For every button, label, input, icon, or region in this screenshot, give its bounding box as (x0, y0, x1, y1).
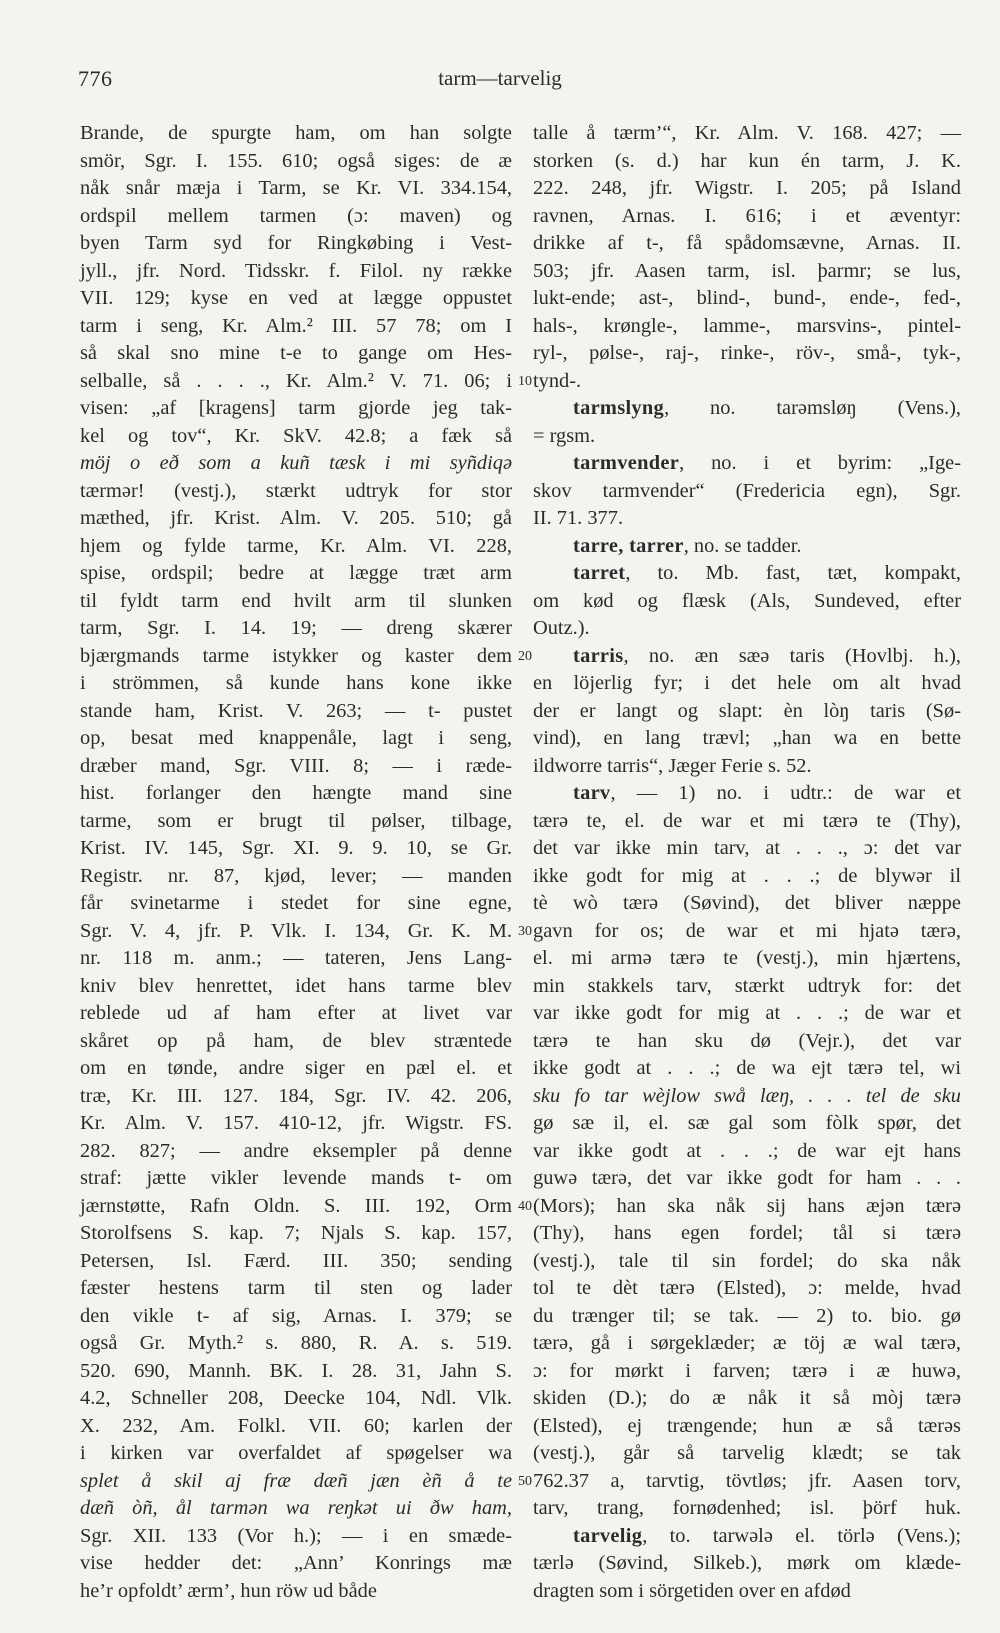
text-line: he’r opfoldt’ ærm’, hun röw ud både (80, 1579, 377, 1602)
text-line: X. 232, Am. Folkl. VII. 60; karlen der (80, 1414, 512, 1437)
text-line: vise hedder det: „Ann’ Konrings mæ (80, 1552, 512, 1574)
text-line: træ, Kr. III. 127. 184, Sgr. IV. 42. 206, (80, 1084, 512, 1107)
text-line: 282. 827; — andre eksempler på denne (80, 1139, 512, 1162)
text-line: kniv blev henrettet, idet hans tarme blev (80, 974, 512, 997)
text-line: kel og tov“, Kr. SkV. 42.8; a fæk så (80, 424, 512, 447)
text-line: talle å tærm’“, Kr. Alm. V. 168. 427; — (533, 122, 961, 144)
text-line: visen: „af [kragens] tarm gjorde jeg tak- (80, 397, 512, 419)
text-line: tè wò tærə (Søvind), det bliver næppe (533, 892, 961, 914)
text-line: tærlə (Søvind, Silkeb.), mørk om klæde- (533, 1552, 961, 1574)
text-line: (Mors); han ska nåk sij hans æjən tærə (533, 1194, 961, 1217)
text-line: om kød og flæsk (Als, Sundeved, efter (533, 589, 961, 612)
text-line: smör, Sgr. I. 155. 610; også siges: de æ (80, 149, 512, 172)
text-line: skiden (D.); do æ nåk it så mòj tærə (533, 1387, 961, 1409)
text-line: II. 71. 377. (533, 507, 624, 529)
text-line: splet å skil aj fræ dæñ jæn èñ å te (80, 1469, 512, 1492)
entry-tarre: tarre, tarrer, no. se tadder. (573, 534, 802, 557)
text-line: tærə te han sku dø (Vejr.), det var (533, 1029, 961, 1052)
text-line: nåk snår mæja i Tarm, se Kr. VI. 334.154, (80, 177, 512, 199)
text-line: tarme, som er brugt til pølser, tilbage, (80, 809, 512, 832)
text-line: var ikke godt at . . .; de war ejt hans (533, 1139, 961, 1162)
text-line: reblede ud af ham efter at livet var (80, 1002, 512, 1024)
text-line: Kr. Alm. V. 157. 410-12, jfr. Wigstr. FS. (80, 1112, 512, 1134)
text-line: ikke godt at . . .; de wa ejt tærə tel, wi (533, 1057, 961, 1079)
text-line: 503; jfr. Aasen tarm, isl. þarmr; se lus, (533, 259, 961, 282)
line-number: 20 (518, 648, 532, 664)
text-line: tynd-. (533, 369, 582, 392)
text-line: gavn for os; de war et mi hjatə tærə, (533, 919, 961, 942)
text-line: om en tønde, andre siger en pæl el. et (80, 1057, 512, 1079)
text-line: tærə, gå i sørgeklæder; æ töj æ wal tærə, (533, 1332, 961, 1354)
text-line: der er langt og slapt: èn lòŋ taris (Sø- (533, 699, 961, 722)
text-line: tærmər! (vestj.), stærkt udtryk for stor (80, 479, 512, 502)
text-line: hals-, krøngle-, lamme-, marsvins-, pintel- (533, 314, 961, 337)
text-line: stande ham, Krist. V. 263; — t- pustet (80, 699, 512, 722)
text-line: (Thy), hans egen fordel; tål si tærə (533, 1222, 961, 1244)
text-line: det var ikke min tarv, at . . ., ɔ: det var (533, 837, 961, 859)
entry-tarvelig: tarvelig, to. tarwələ el. törlə (Vens.); (573, 1524, 961, 1547)
text-line: den vikle t- af sig, Arnas. I. 379; se (80, 1304, 512, 1327)
entry-tarris: tarris, no. æn sæə taris (Hovlbj. h.), (573, 644, 961, 667)
left-column (80, 120, 512, 1605)
text-line: el. mi armə tærə te (vestj.), min hjærtens, (533, 947, 961, 969)
text-line: tarv, trang, fornødenhed; isl. þörf huk. (533, 1497, 961, 1519)
text-line: Brande, de spurgte ham, om han solgte (80, 122, 512, 144)
text-line: 4.2, Schneller 208, Deecke 104, Ndl. Vlk. (80, 1387, 512, 1409)
entry-tarmvender: tarmvender, no. i et byrim: „Ige- (573, 452, 961, 474)
entry-tarv: tarv, — 1) no. i udtr.: de war et (573, 782, 961, 804)
text-line: hjem og fylde tarme, Kr. Alm. VI. 228, (80, 534, 512, 557)
text-line: fæster hestens tarm til sten og lader (80, 1277, 512, 1299)
text-line: op, besat med knappenåle, lagt i seng, (80, 727, 512, 749)
text-line: jærnstøtte, Rafn Oldn. S. III. 192, Orm (80, 1194, 512, 1217)
line-number: 40 (518, 1198, 532, 1214)
text-line: Sgr. XII. 133 (Vor h.); — i en smæde- (80, 1524, 512, 1547)
text-line: byen Tarm syd for Ringkøbing i Vest- (80, 232, 512, 254)
text-line: nr. 118 m. anm.; — tateren, Jens Lang- (80, 947, 512, 969)
text-line: ravnen, Arnas. I. 616; i et æventyr: (533, 204, 961, 227)
line-number: 10 (518, 373, 532, 389)
page-number: 776 (78, 66, 113, 91)
text-line: straf: jætte vikler levende mands t- om (80, 1167, 512, 1189)
text-line: storken (s. d.) har kun én tarm, J. K. (533, 149, 961, 172)
text-line: vind), en lang trævl; „han wa en bette (533, 727, 961, 749)
entry-tarret: tarret, to. Mb. fast, tæt, kompakt, (573, 562, 961, 584)
text-line: lukt-ende; ast-, blind-, bund-, ende-, fed-, (533, 287, 961, 309)
text-line: sku fo tar wèjlow swå læŋ, . . . tel de sku (533, 1084, 961, 1107)
text-line: 520. 690, Mannh. BK. I. 28. 31, Jahn S. (80, 1359, 512, 1382)
text-line: Sgr. V. 4, jfr. P. Vlk. I. 134, Gr. K. M. (80, 919, 512, 942)
text-line: drikke af t-, få spådomsævne, Arnas. II. (533, 232, 961, 254)
text-line: du trænger til; se tak. — 2) to. bio. gø (533, 1304, 961, 1327)
line-number: 50 (518, 1473, 532, 1489)
text-line: dæñ òñ, ål tarmən wa reŋkət ui ðw ham, (80, 1497, 512, 1519)
text-line: ryl-, pølse-, raj-, rinke-, röv-, små-, tyk-, (533, 342, 961, 364)
text-line: jyll., jfr. Nord. Tidsskr. f. Filol. ny række (80, 259, 512, 282)
text-line: Petersen, Isl. Færd. III. 350; sending (80, 1249, 512, 1272)
text-line: VII. 129; kyse en ved at lægge oppustet (80, 287, 512, 309)
text-line: (Elsted), ej trængende; hun æ så tærəs (533, 1414, 961, 1437)
text-line: ikke godt for mig at . . .; de blywər il (533, 864, 961, 887)
text-line: min stakkels tarv, stærkt udtryk for: det (533, 974, 961, 997)
text-line: bjærgmands tarme istykker og kaster dem (80, 644, 512, 667)
right-column (533, 120, 961, 1605)
text-line: var ikke godt for mig at . . .; de war et (533, 1002, 961, 1024)
text-line: tærə te, el. de war et mi tærə te (Thy), (533, 809, 961, 832)
text-line: (vestj.), tale til sin fordel; do ska nåk (533, 1249, 961, 1272)
text-line: også Gr. Myth.² s. 880, R. A. s. 519. (80, 1332, 512, 1354)
line-number: 30 (518, 923, 532, 939)
text-line: gø sæ il, el. sæ gal som fòlk spør, det (533, 1112, 961, 1134)
text-line: guwə tærə, det var ikke godt for ham . . . (533, 1167, 961, 1189)
text-line: Registr. nr. 87, kjød, lever; — manden (80, 864, 512, 887)
text-line: dræber mand, Sgr. VIII. 8; — i ræde- (80, 754, 512, 777)
text-line: får svinetarme i stedet for sine egne, (80, 892, 512, 914)
text-line: tol te dèt tærə (Elsted), ɔ: melde, hvad (533, 1277, 961, 1299)
text-line: 762.37 a, tarvtig, tövtløs; jfr. Aasen torv, (533, 1469, 961, 1492)
text-line: ildworre tarris“, Jæger Ferie s. 52. (533, 754, 812, 777)
text-line: i kirken var overfaldet af spøgelser wa (80, 1442, 512, 1464)
text-line: ɔ: for mørkt i farven; tærə i æ huwə, (533, 1359, 961, 1382)
text-line: en löjerlig fyr; i det hele om alt hvad (533, 672, 961, 694)
text-line: möj o eð som a kuñ tæsk i mi syñdiqə (80, 452, 512, 474)
text-line: skov tarmvender“ (Fredericia egn), Sgr. (533, 479, 961, 502)
text-line: skåret op på ham, de blev stræntede (80, 1029, 512, 1052)
text-line: spise, ordspil; bedre at lægge træt arm (80, 562, 512, 584)
running-head: tarm—tarvelig (438, 66, 562, 90)
text-line: i strömmen, så kunde hans kone ikke (80, 672, 512, 694)
text-line: ordspil mellem tarmen (ɔ: maven) og (80, 204, 512, 227)
text-line: (vestj.), går så tarvelig klædt; se tak (533, 1442, 961, 1464)
entry-tarmslyng: tarmslyng, no. tarəmsløŋ (Vens.), (573, 397, 961, 419)
text-line: dragten som i sörgetiden over en afdød (533, 1579, 851, 1602)
text-line: så skal sno mine t-e to gange om Hes- (80, 342, 512, 364)
text-line: 222. 248, jfr. Wigstr. I. 205; på Island (533, 177, 961, 199)
text-line: tarm i seng, Kr. Alm.² III. 57 78; om I (80, 314, 512, 337)
text-line: Outz.). (533, 617, 590, 639)
text-line: selballe, så . . . ., Kr. Alm.² V. 71. 06; i (80, 369, 512, 392)
text-line: Storolfsens S. kap. 7; Njals S. kap. 157, (80, 1222, 512, 1244)
text-line: Krist. IV. 145, Sgr. XI. 9. 9. 10, se Gr. (80, 837, 512, 859)
text-line: hist. forlanger den hængte mand sine (80, 782, 512, 804)
text-line: mæthed, jfr. Krist. Alm. V. 205. 510; gå (80, 507, 512, 529)
text-line: til fyldt tarm end hvilt arm til slunken (80, 589, 512, 612)
text-line: = rgsm. (533, 424, 596, 447)
text-line: tarm, Sgr. I. 14. 19; — dreng skærer (80, 617, 512, 639)
